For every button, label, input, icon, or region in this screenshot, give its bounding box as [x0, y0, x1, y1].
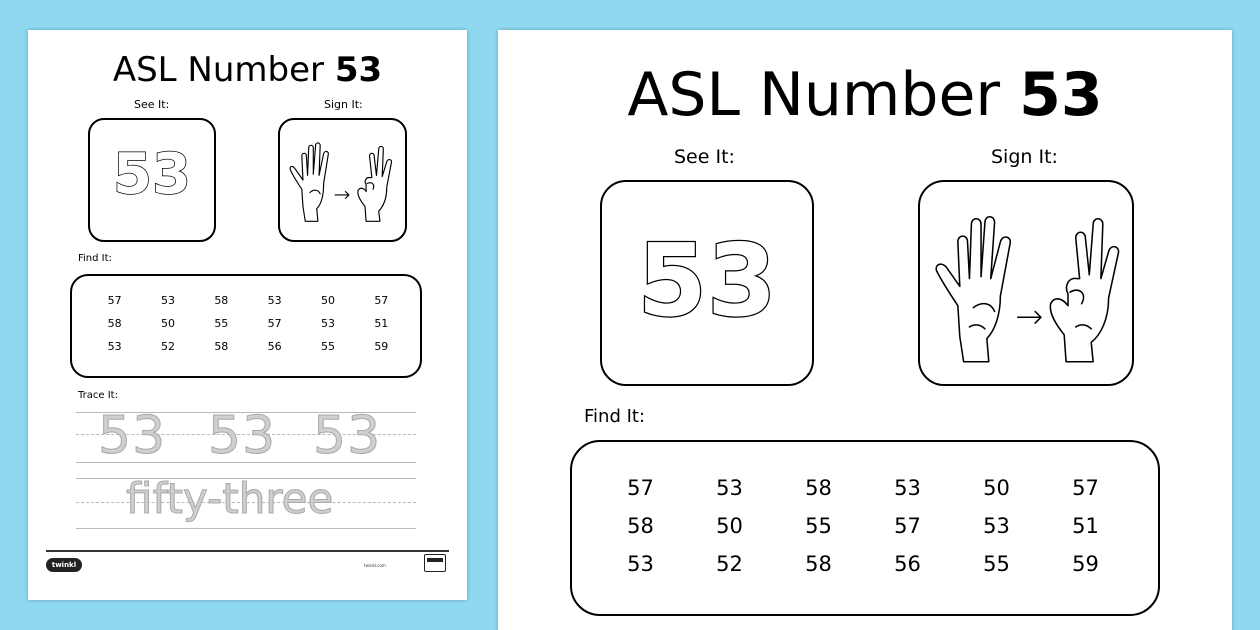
- find-it-cell[interactable]: 59: [374, 340, 389, 353]
- find-it-cell[interactable]: 57: [627, 476, 654, 500]
- find-it-cell[interactable]: 53: [320, 317, 335, 330]
- find-it-cell[interactable]: 53: [716, 476, 743, 500]
- title-text: ASL Number: [112, 50, 325, 90]
- title-number: 53: [334, 50, 383, 90]
- page-title-large: [498, 60, 1232, 130]
- title-text: ASL Number: [627, 60, 1001, 130]
- footer-url: twinkl.com: [364, 563, 386, 568]
- find-it-label: Find It:: [584, 406, 646, 427]
- find-it-cell[interactable]: 57: [374, 294, 389, 307]
- see-it-label: See It:: [674, 146, 735, 168]
- sign-it-label: Sign It:: [324, 98, 363, 111]
- find-it-grid-large: [596, 476, 1130, 576]
- find-it-cell[interactable]: 50: [320, 294, 335, 307]
- twinkl-logo: twinkl: [46, 558, 82, 572]
- find-it-cell[interactable]: 50: [160, 317, 175, 330]
- trace-numeral: 53: [208, 406, 277, 466]
- find-it-cell[interactable]: 55: [320, 340, 335, 353]
- title-number: 53: [1019, 60, 1103, 130]
- find-it-cell[interactable]: 58: [214, 340, 229, 353]
- find-it-grid-small: [88, 294, 408, 353]
- find-it-cell[interactable]: 58: [805, 476, 832, 500]
- see-it-box: [600, 180, 814, 386]
- find-it-cell[interactable]: 50: [983, 476, 1010, 500]
- see-it-box: [88, 118, 216, 242]
- find-it-cell[interactable]: 58: [107, 317, 122, 330]
- see-it-label: See It:: [134, 98, 170, 111]
- see-it-number: 53: [637, 222, 777, 339]
- see-it-number: 53: [113, 142, 191, 207]
- trace-words: fifty-three: [126, 474, 334, 523]
- find-it-cell[interactable]: 52: [716, 552, 743, 576]
- find-it-cell[interactable]: 57: [267, 317, 282, 330]
- footer-divider: [46, 550, 449, 552]
- find-it-cell[interactable]: 53: [983, 514, 1010, 538]
- find-it-cell[interactable]: 55: [214, 317, 229, 330]
- sign-it-box: [278, 118, 407, 242]
- find-it-cell[interactable]: 51: [1072, 514, 1099, 538]
- find-it-cell[interactable]: 57: [1072, 476, 1099, 500]
- trace-it-label: Trace It:: [78, 390, 118, 401]
- trace-numeral: 53: [98, 406, 167, 466]
- find-it-cell[interactable]: 56: [894, 552, 921, 576]
- sign-it-label: Sign It:: [991, 146, 1058, 168]
- find-it-cell[interactable]: 55: [805, 514, 832, 538]
- find-it-cell[interactable]: 56: [267, 340, 282, 353]
- find-it-cell[interactable]: 57: [894, 514, 921, 538]
- find-it-cell[interactable]: 50: [716, 514, 743, 538]
- find-it-cell[interactable]: 58: [805, 552, 832, 576]
- find-it-cell[interactable]: 57: [107, 294, 122, 307]
- find-it-cell[interactable]: 53: [267, 294, 282, 307]
- asl-hands-icon: [920, 182, 1131, 383]
- find-it-cell[interactable]: 53: [107, 340, 122, 353]
- worksheet-preview-large: [498, 30, 1232, 630]
- find-it-cell[interactable]: 51: [374, 317, 389, 330]
- trace-guide-line: [76, 528, 416, 529]
- worksheet-preview-small: [28, 30, 467, 600]
- find-it-cell[interactable]: 58: [627, 514, 654, 538]
- find-it-cell[interactable]: 53: [160, 294, 175, 307]
- find-it-cell[interactable]: 59: [1072, 552, 1099, 576]
- asl-hands-icon: [280, 120, 404, 240]
- find-it-cell[interactable]: 55: [983, 552, 1010, 576]
- find-it-label: Find It:: [78, 253, 112, 264]
- sign-it-box: [918, 180, 1134, 386]
- trace-numeral: 53: [313, 406, 382, 466]
- find-it-cell[interactable]: 53: [627, 552, 654, 576]
- find-it-cell[interactable]: 52: [160, 340, 175, 353]
- page-title: [28, 50, 467, 90]
- quality-badge-icon: [424, 554, 446, 572]
- find-it-cell[interactable]: 53: [894, 476, 921, 500]
- find-it-cell[interactable]: 58: [214, 294, 229, 307]
